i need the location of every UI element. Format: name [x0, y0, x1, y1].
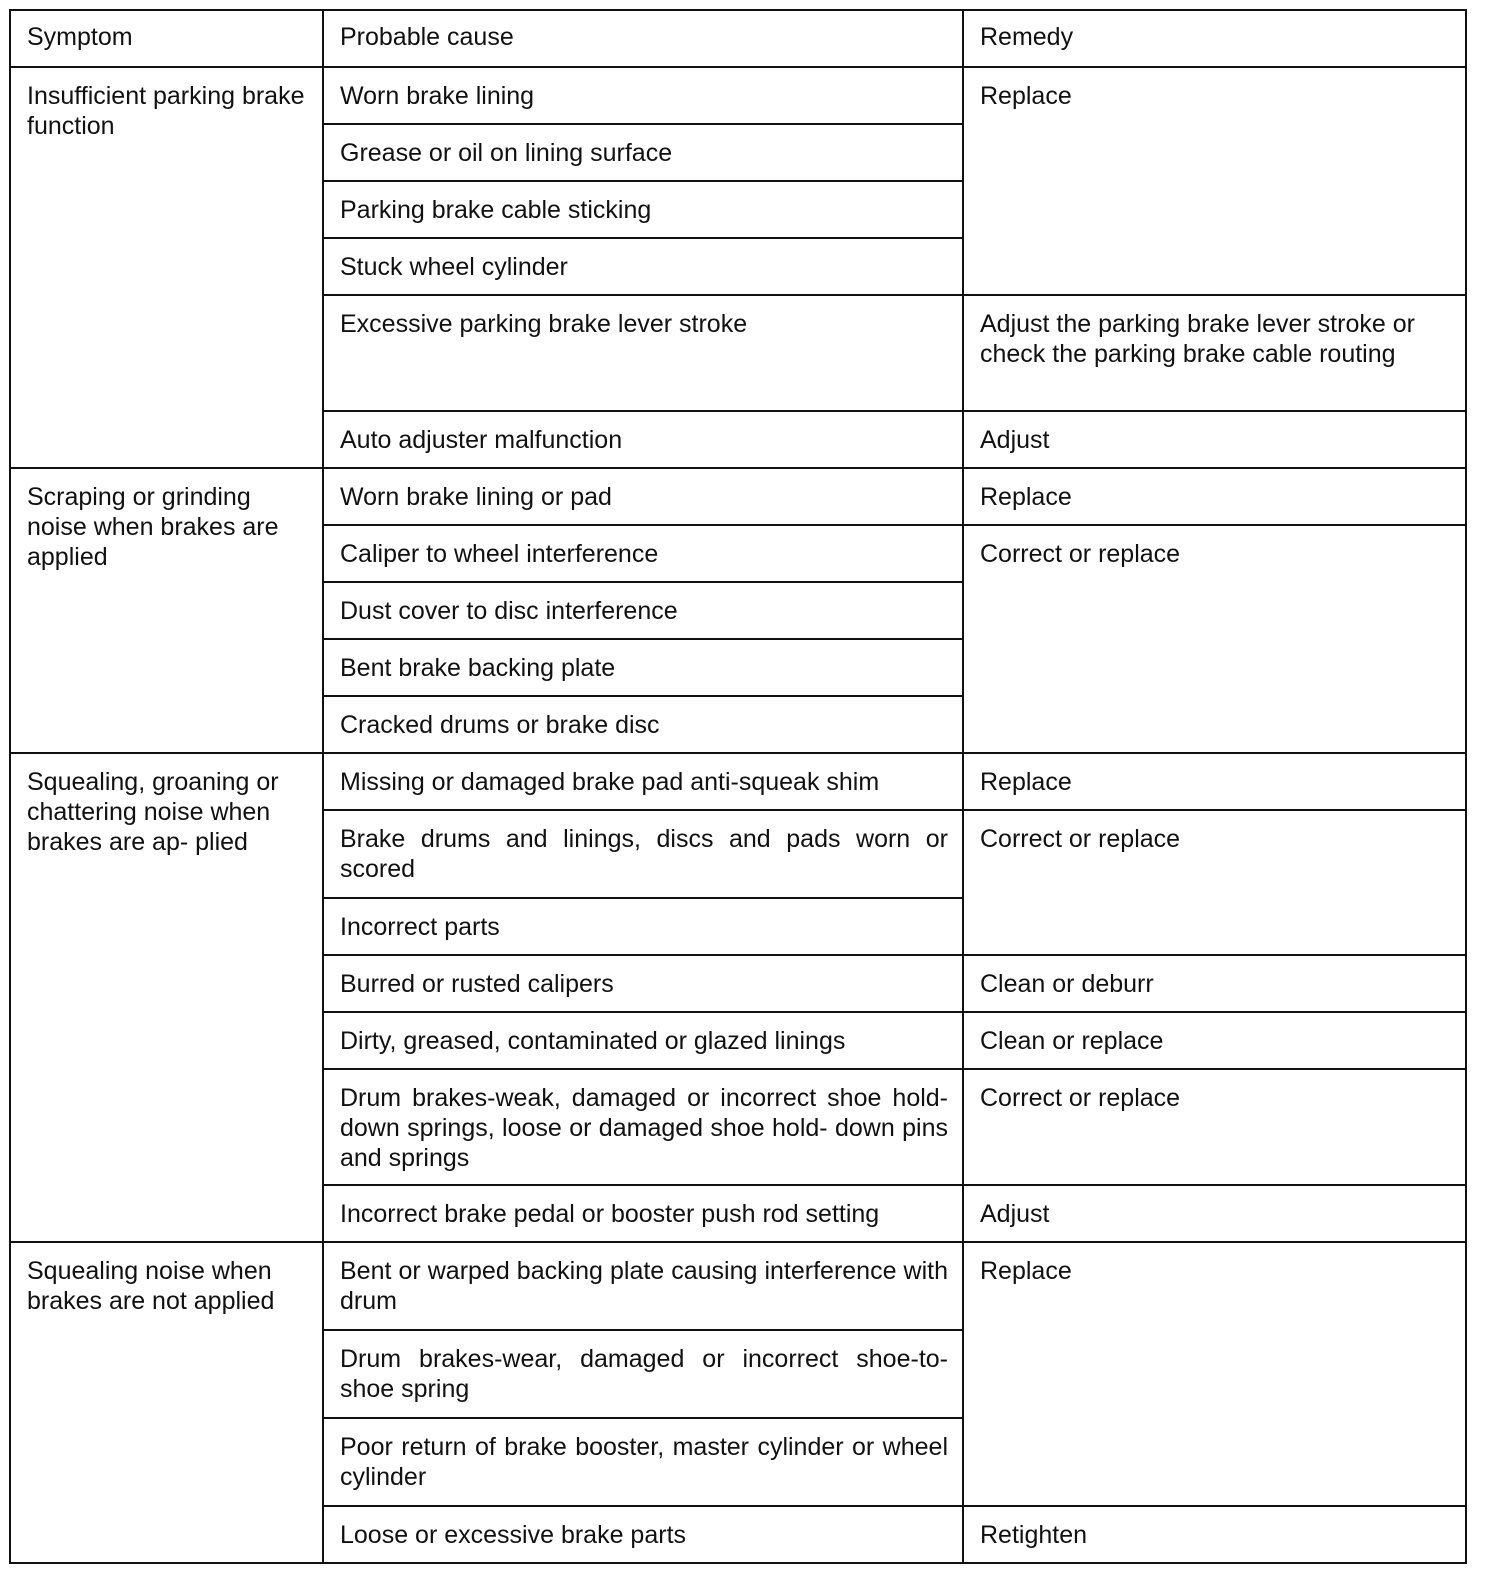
cause-cell: Dust cover to disc interference [323, 582, 963, 639]
remedy-cell: Adjust [963, 1185, 1466, 1242]
cause-cell: Brake drums and linings, discs and pads worn or scored [323, 810, 963, 898]
table-row [10, 468, 1466, 525]
cause-cell: Burred or rusted calipers [323, 955, 963, 1012]
cause-cell: Drum brakes-wear, damaged or incorrect shoe-to- shoe spring [323, 1330, 963, 1418]
remedy-cell: Clean or deburr [963, 955, 1466, 1012]
symptom-cell: Insufficient parking brake function [10, 67, 323, 468]
remedy-cell: Replace [963, 753, 1466, 810]
header-row [10, 10, 1466, 67]
header-probable-cause: Probable cause [323, 10, 963, 67]
remedy-cell: Replace [963, 67, 1466, 295]
remedy-cell: Replace [963, 468, 1466, 525]
remedy-cell: Clean or replace [963, 1012, 1466, 1069]
cause-cell: Poor return of brake booster, master cylinder or wheel cylinder [323, 1418, 963, 1506]
symptom-cell: Squealing, groaning or chattering noise when brakes are ap- plied [10, 753, 323, 1242]
cause-cell: Cracked drums or brake disc [323, 696, 963, 753]
cause-cell: Dirty, greased, contaminated or glazed linings [323, 1012, 963, 1069]
cause-cell: Stuck wheel cylinder [323, 238, 963, 295]
cause-cell: Grease or oil on lining surface [323, 124, 963, 181]
cause-cell: Bent or warped backing plate causing interference with drum [323, 1242, 963, 1330]
cause-cell: Auto adjuster malfunction [323, 411, 963, 468]
cause-cell: Excessive parking brake lever stroke [323, 295, 963, 411]
table-row [10, 1242, 1466, 1330]
troubleshooting-table [9, 9, 1467, 1564]
table-row [10, 753, 1466, 810]
remedy-cell: Adjust the parking brake lever stroke or check the parking brake cable routing [963, 295, 1466, 411]
cause-cell: Incorrect parts [323, 898, 963, 955]
cause-cell: Caliper to wheel interference [323, 525, 963, 582]
symptom-cell: Squealing noise when brakes are not applied [10, 1242, 323, 1563]
remedy-cell: Correct or replace [963, 1069, 1466, 1185]
cause-cell: Incorrect brake pedal or booster push rod setting [323, 1185, 963, 1242]
cause-cell: Parking brake cable sticking [323, 181, 963, 238]
remedy-cell: Correct or replace [963, 810, 1466, 955]
table-row [10, 67, 1466, 124]
header-symptom: Symptom [10, 10, 323, 67]
cause-cell: Bent brake backing plate [323, 639, 963, 696]
cause-cell: Drum brakes-weak, damaged or incorrect shoe hold-down springs, loose or damaged shoe hold- down pins and springs [323, 1069, 963, 1185]
cause-cell: Worn brake lining or pad [323, 468, 963, 525]
cause-cell: Loose or excessive brake parts [323, 1506, 963, 1563]
remedy-cell: Adjust [963, 411, 1466, 468]
remedy-cell: Correct or replace [963, 525, 1466, 753]
remedy-cell: Retighten [963, 1506, 1466, 1563]
cause-cell: Missing or damaged brake pad anti-squeak shim [323, 753, 963, 810]
header-remedy: Remedy [963, 10, 1466, 67]
cause-cell: Worn brake lining [323, 67, 963, 124]
symptom-cell: Scraping or grinding noise when brakes are applied [10, 468, 323, 753]
remedy-cell: Replace [963, 1242, 1466, 1506]
